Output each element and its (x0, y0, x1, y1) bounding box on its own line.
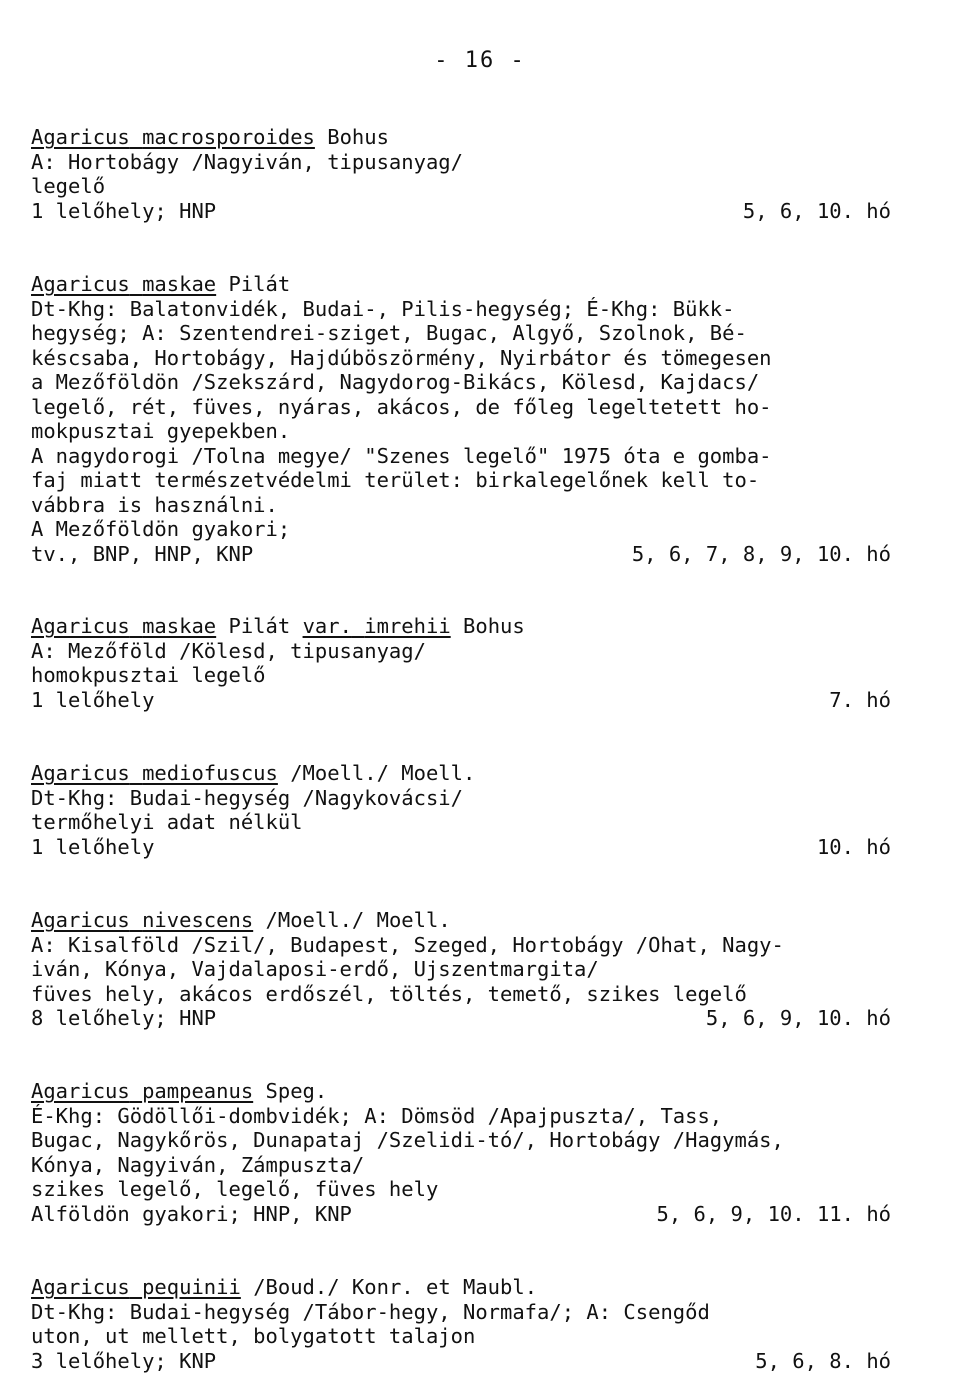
species-name-line (31, 272, 891, 297)
species-binomial: Agaricus maskae (31, 614, 217, 638)
species-binomial: Agaricus pequinii (31, 1275, 241, 1299)
entry-last-line (31, 1349, 891, 1374)
entry-last-line (31, 1202, 891, 1227)
variety-name: var. imrehii (302, 614, 451, 638)
locality-count: Alföldön gyakori; HNP, KNP (31, 1201, 352, 1226)
species-name-line (31, 1275, 891, 1300)
species-entry-agaricus-mediofuscus (31, 761, 891, 859)
entry-text-line: szikes legelő, legelő, füves hely (31, 1177, 439, 1201)
entry-last-line (31, 688, 891, 713)
species-entry-agaricus-macrosporoides (31, 125, 891, 223)
page-number: - 16 - (434, 48, 526, 73)
species-entry-agaricus-pampeanus (31, 1079, 891, 1226)
fruiting-months: 5, 6, 7, 8, 9, 10. hó (631, 541, 891, 566)
entry-text-line: A: Hortobágy /Nagyiván, tipusanyag/ (31, 149, 463, 174)
entry-last-line (31, 199, 891, 224)
species-name-line (31, 908, 891, 933)
entry-text-line: Bugac, Nagykőrös, Dunapataj /Szelidi-tó/, Hortobágy /Hagymás, (31, 1128, 784, 1152)
species-name-line (31, 761, 891, 786)
species-binomial: Agaricus pampeanus (31, 1079, 254, 1103)
entry-text-line: faj miatt természetvédelmi terület: birkalegelőnek kell to- (31, 468, 760, 492)
locality-count: 1 lelőhely; HNP (31, 198, 217, 223)
entry-text-line: legelő (31, 174, 106, 198)
fruiting-months: 5, 6, 9, 10. hó (705, 1006, 891, 1030)
species-entry-agaricus-maskae (31, 272, 891, 566)
species-author: /Moell./ Moell. (290, 761, 476, 785)
species-name-line (31, 614, 891, 639)
species-author: Bohus (327, 125, 389, 149)
species-binomial: Agaricus mediofuscus (31, 761, 278, 785)
entry-text-line: Dt-Khg: Budai-hegység /Nagykovácsi/ (31, 785, 463, 810)
species-binomial: Agaricus maskae (31, 272, 217, 296)
entry-text-line: A nagydorogi /Tolna megye/ "Szenes legelő" 1975 óta e gomba- (31, 443, 772, 468)
locality-count: 1 lelőhely (31, 834, 155, 859)
species-author: Pilát (228, 272, 291, 296)
entry-text-line: iván, Kónya, Vajdalaposi-erdő, Ujszentmargita/ (31, 957, 599, 981)
entry-text-line: Dt-Khg: Budai-hegység /Tábor-hegy, Normafa/; A: Csengőd (31, 1299, 710, 1324)
entry-text-line: A Mezőföldön gyakori; (31, 517, 291, 541)
fruiting-months: 5, 6, 8. hó (755, 1348, 891, 1373)
locality-count: 1 lelőhely (31, 687, 155, 712)
fruiting-months: 10. hó (816, 834, 891, 859)
entry-text-line: homokpusztai legelő (31, 663, 266, 687)
entry-text-line: A: Mezőföld /Kölesd, tipusanyag/ (31, 638, 426, 663)
entry-text-line: hegység; A: Szentendrei-sziget, Bugac, Algyő, Szolnok, Bé- (31, 321, 747, 345)
entry-text-line: uton, ut mellett, bolygatott talajon (31, 1324, 476, 1348)
entry-text-line: legelő, rét, füves, nyáras, akácos, de főleg legeltetett ho- (31, 394, 772, 419)
species-author: Pilát (228, 614, 291, 638)
locality-count: tv., BNP, HNP, KNP (31, 541, 254, 566)
species-author: /Moell./ Moell. (265, 908, 451, 932)
locality-count: 3 lelőhely; KNP (31, 1348, 217, 1373)
entry-text-line: É-Khg: Gödöllői-dombvidék; A: Dömsöd /Apajpuszta/, Tass, (31, 1103, 723, 1128)
species-author: /Boud./ Konr. et Maubl. (253, 1275, 538, 1299)
species-binomial: Agaricus macrosporoides (31, 125, 315, 149)
entry-text-line: füves hely, akácos erdőszél, töltés, temető, szikes legelő (31, 981, 747, 1006)
entry-last-line (31, 835, 891, 860)
entry-text-line: a Mezőföldön /Szekszárd, Nagydorog-Bikács, Kölesd, Kajdacs/ (31, 370, 760, 394)
species-author: Speg. (265, 1079, 328, 1103)
fruiting-months: 5, 6, 9, 10. 11. hó (656, 1201, 891, 1226)
fruiting-months: 5, 6, 10. hó (742, 198, 891, 223)
entry-text-line: termőhelyi adat nélkül (31, 810, 303, 834)
entry-text-line: mokpusztai gyepekben. (31, 419, 291, 443)
species-name-line (31, 1079, 891, 1104)
species-entry-agaricus-nivescens (31, 908, 891, 1031)
variety-author: Bohus (463, 614, 525, 638)
species-entry-agaricus-maskae-imrehii (31, 614, 891, 712)
entry-text-line: Dt-Khg: Balatonvidék, Budai-, Pilis-hegység; É-Khg: Bükk- (31, 296, 735, 321)
locality-count: 8 lelőhely; HNP (31, 1006, 217, 1030)
species-name-line (31, 125, 891, 150)
species-entry-agaricus-pequinii (31, 1275, 891, 1373)
entry-text-line: A: Kisalföld /Szil/, Budapest, Szeged, Hortobágy /Ohat, Nagy- (31, 932, 784, 957)
entry-text-line: Kónya, Nagyiván, Zámpuszta/ (31, 1152, 365, 1177)
entry-text-line: vábbra is használni. (31, 492, 278, 517)
entry-last-line (31, 1006, 891, 1031)
species-binomial: Agaricus nivescens (31, 908, 254, 932)
entry-text-line: késcsaba, Hortobágy, Hajdúböszörmény, Nyirbátor és tömegesen (31, 345, 772, 370)
fruiting-months: 7. hó (829, 687, 891, 712)
entry-last-line (31, 542, 891, 567)
